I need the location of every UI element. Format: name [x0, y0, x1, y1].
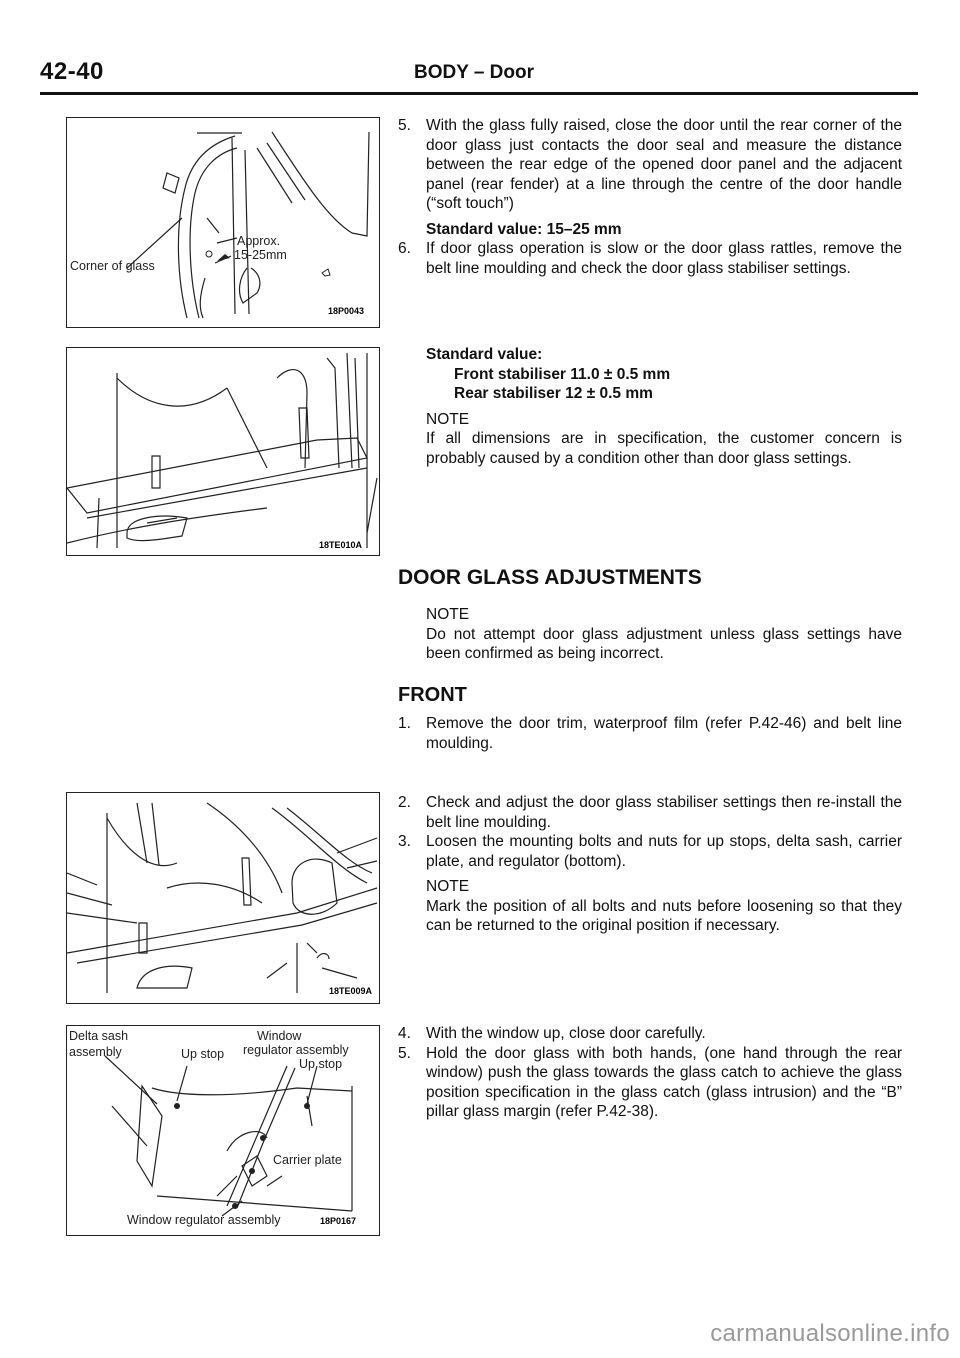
note-1-text: If all dimensions are in specification, the customer concern is probably caused by a condition other than door glass settings. — [426, 430, 902, 467]
label-assembly: assembly — [69, 1045, 122, 1059]
figure-code: 18P0167 — [320, 1216, 357, 1226]
note-3-text: Mark the position of all bolts and nuts before loosening so that they can be returned to the original position if necessary. — [426, 897, 902, 934]
label-delta-sash: Delta sash — [69, 1029, 129, 1043]
figure-window-regulator-drawing — [67, 1026, 379, 1235]
heading-front: FRONT — [398, 684, 467, 706]
step-number: 5. — [398, 1044, 411, 1062]
label-corner-of-glass: Corner of glass — [70, 259, 155, 273]
standard-value-2-block — [398, 345, 902, 468]
label-approx: Approx. — [237, 234, 281, 248]
step-6 — [398, 239, 902, 278]
figure-corner-of-glass-drawing — [67, 118, 379, 327]
front-step-1 — [398, 714, 902, 753]
figure-code: 18P0043 — [328, 306, 365, 316]
front-steps-4-5-block — [398, 1024, 902, 1122]
note-2-block — [398, 605, 902, 664]
step-text: Loosen the mounting bolts and nuts for up stops, delta sash, carrier plate, and regulator (bottom). — [426, 833, 902, 870]
note-3-label: NOTE — [426, 878, 470, 895]
label-up-stop-right: Up stop — [299, 1057, 343, 1071]
page-number: 42-40 — [40, 58, 104, 85]
label-window-regulator-assembly: Window regulator assembly — [127, 1213, 281, 1227]
watermark: carmanualsonline.info — [710, 1320, 950, 1347]
label-up-stop-left: Up stop — [181, 1047, 225, 1061]
figure-door-belt-line-drawing — [67, 793, 379, 1003]
note-2-text: Do not attempt door glass adjustment unless glass settings have been confirmed as being incorrect. — [426, 625, 902, 662]
step-text: Check and adjust the door glass stabiliser settings then re-install the belt line moulding. — [426, 794, 902, 831]
label-carrier-plate: Carrier plate — [273, 1153, 342, 1167]
figure-stabiliser-drawing — [67, 348, 379, 555]
step-text: If door glass operation is slow or the door glass rattles, remove the belt line moulding and check the door glass stabiliser settings. — [426, 240, 902, 277]
step-5 — [398, 116, 902, 214]
step-number: 5. — [398, 117, 411, 134]
step-5-block — [398, 116, 902, 278]
standard-value-2-title: Standard value: — [426, 346, 543, 363]
step-number: 1. — [398, 715, 411, 732]
front-step-5 — [398, 1044, 902, 1122]
figure-code: 18TE010A — [319, 540, 363, 550]
step-number: 2. — [398, 794, 411, 811]
figure-door-belt-line — [66, 792, 380, 1004]
step-text: Hold the door glass with both hands, (one hand through the rear window) push the glass towards the glass catch to achieve the glass position specification in the glass catch (glass intrusion) and the “B” pillar glass margin (refer P.42-38). — [426, 1044, 902, 1120]
step-number: 4. — [398, 1025, 411, 1042]
figure-stabiliser — [66, 347, 380, 556]
standard-value-1: Standard value: 15–25 mm — [426, 220, 622, 238]
header-rule — [40, 92, 918, 95]
step-number: 6. — [398, 240, 411, 257]
label-window: Window — [257, 1029, 302, 1043]
step-text: With the glass fully raised, close the door until the rear corner of the door glass just contacts the door seal and measure the distance between the rear edge of the opened door panel and the adjacent panel (rear fender) at a line through the centre of the door handle (“soft touch”) — [426, 117, 902, 212]
note-2-label: NOTE — [426, 606, 470, 623]
rear-stabiliser-value: Rear stabiliser 12 ± 0.5 mm — [454, 385, 653, 402]
front-step-2 — [398, 793, 902, 832]
front-stabiliser-value: Front stabiliser 11.0 ± 0.5 mm — [454, 365, 671, 383]
front-step-1-block — [398, 714, 902, 753]
front-steps-2-3-block — [398, 793, 902, 936]
front-step-4 — [398, 1024, 902, 1044]
label-regulator-assembly: regulator assembly — [243, 1043, 349, 1057]
step-number: 3. — [398, 833, 411, 850]
front-step-3 — [398, 832, 902, 871]
figure-corner-of-glass — [66, 117, 380, 328]
step-text: With the window up, close door carefully. — [426, 1025, 706, 1042]
label-range: 15-25mm — [234, 248, 287, 262]
figure-window-regulator — [66, 1025, 380, 1236]
figure-code: 18TE009A — [329, 986, 373, 996]
step-text: Remove the door trim, waterproof film (refer P.42-46) and belt line moulding. — [426, 715, 902, 752]
note-1-label: NOTE — [426, 410, 470, 428]
heading-door-glass-adjustments: DOOR GLASS ADJUSTMENTS — [398, 566, 702, 589]
section-title: BODY – Door — [414, 62, 535, 83]
